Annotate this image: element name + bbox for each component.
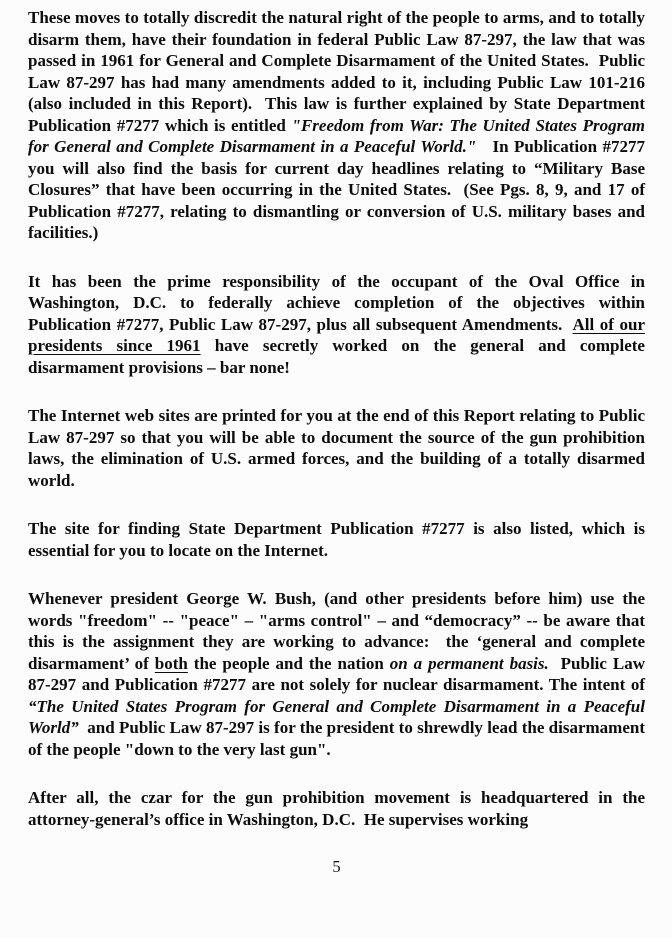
text-run: These moves to totally discredit the natural right of the people to arms, and to totally disarm them, have their foundation in federal Public Law 87-297, the law that was passed in 1961 for General and Complete Disarmament of the United States. Public Law 87-297 has had many amendments added to it, including Public Law 101-216 (also included in this Report). This law is further explained by State Department Publication #7277 which is entitled: [28, 8, 645, 135]
paragraph-oval-office: [28, 271, 645, 379]
paragraph-internet-sites: [28, 405, 645, 491]
page-number: 5: [332, 857, 341, 876]
paragraph-disarmament-foundation: [28, 7, 645, 244]
text-run: Public Law 87-297 and Publication #7277 are not solely for nuclear disarmament. The intent of: [28, 653, 645, 694]
text-run: and Public Law 87-297 is for the president to shrewdly lead the disarmament of the people "down to the very last gun".: [28, 718, 645, 759]
text-run: After all, the czar for the gun prohibition movement is headquartered in the attorney-general’s office in Washington, D.C. He supervises working: [28, 788, 645, 829]
text-run: In Publication #7277 you will also find the basis for current day headlines relating to “Military Base Closures” that have been occurring in the United States. (See Pgs. 8, 9, and 17 of Publication #7277, relating to dismantling or conversion of U.S. military bases and facilities.): [28, 137, 645, 242]
paragraph-bush-words: [28, 588, 645, 760]
text-run: "Freedom from War: The United States Program for General and Complete Disarmament in a Peaceful World.": [28, 115, 646, 156]
text-run: The Internet web sites are printed for you at the end of this Report relating to Public Law 87-297 so that you will be able to document the source of the gun prohibition laws, the elimination of U.S. armed forces, and the building of a totally disarmed world.: [28, 406, 645, 490]
text-run: Whenever president George W. Bush, (and other presidents before him) use the words "freedom" -- "peace" – "arms control" – and “democracy” -- be aware that this is the assignment they are working to advance: the ‘general and complete disarmament’ of: [28, 589, 645, 673]
text-run: the people and the nation: [187, 653, 390, 673]
text-run: The site for finding State Department Publication #7277 is also listed, which is essential for you to locate on the Internet.: [28, 519, 645, 560]
paragraph-czar: [28, 787, 645, 830]
text-run: “The United States Program for General and Complete Disarmament in a Peaceful World”: [28, 696, 645, 737]
text-run: It has been the prime responsibility of the occupant of the Oval Office in Washington, D.C. to federally achieve completion of the objectives within Publication #7277, Public Law 87-297, plus all subsequent Amendments.: [28, 271, 645, 334]
text-run: All of our presidents since 1961: [28, 314, 645, 355]
text-run: on a permanent basis.: [389, 653, 549, 673]
text-run: both: [154, 653, 188, 673]
paragraph-site-for-finding: [28, 518, 645, 561]
text-run: have secretly worked on the general and complete disarmament provisions – bar none!: [28, 336, 645, 377]
